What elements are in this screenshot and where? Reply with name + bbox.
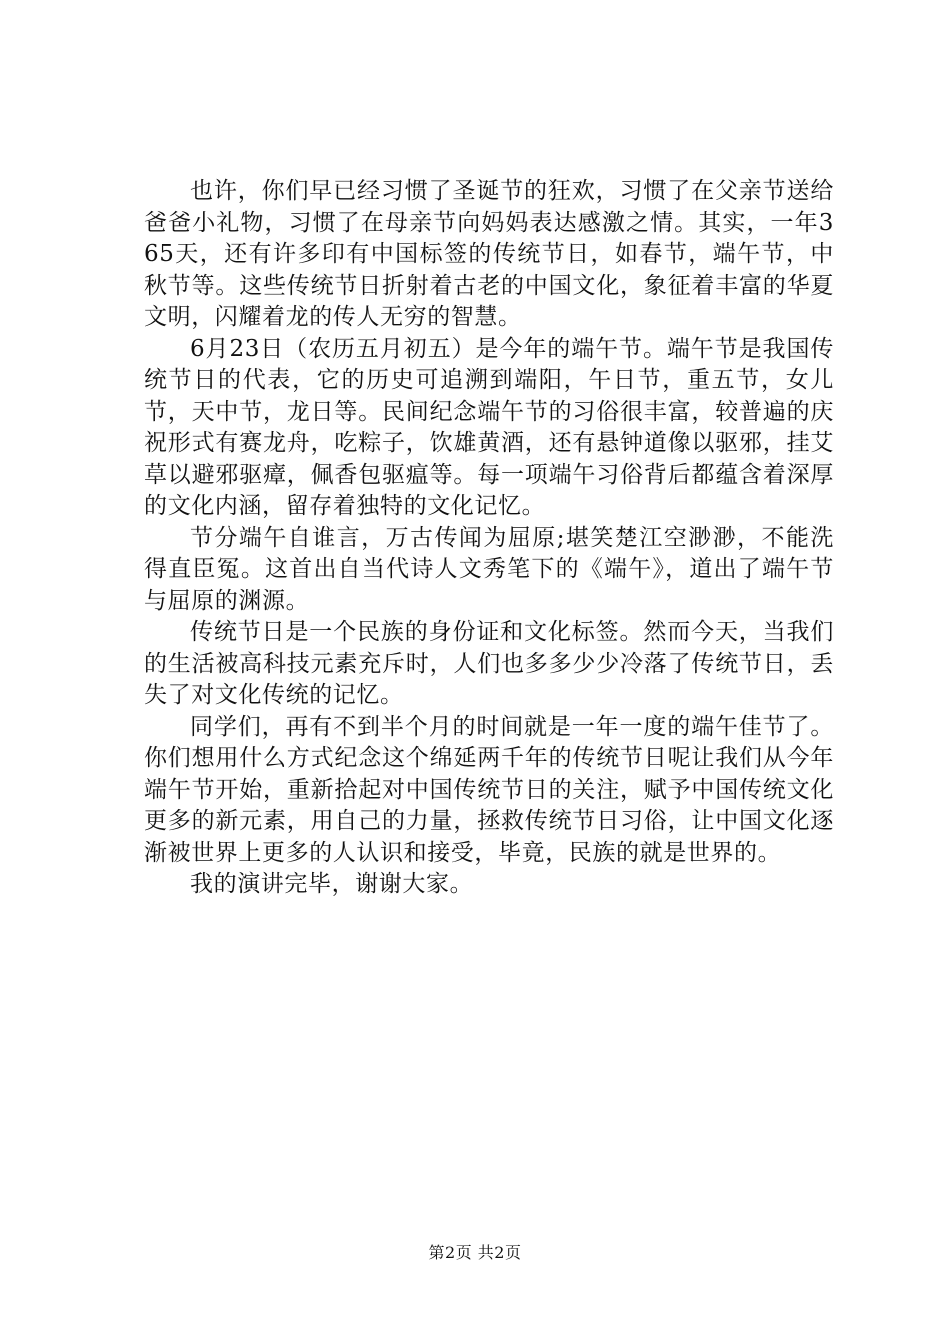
page-number-footer: 第2页 共2页: [428, 1243, 522, 1262]
paragraph-1: 也许，你们早已经习惯了圣诞节的狂欢，习惯了在父亲节送给爸爸小礼物，习惯了在母亲节向妈妈表达感激之情。其实，一年365天，还有许多印有中国标签的传统节日，如春节，端午节，中秋节等。这些传统节日折射着古老的中国文化，象征着丰富的华夏文明，闪耀着龙的传人无穷的智慧。: [144, 178, 834, 330]
paragraph-5: 同学们，再有不到半个月的时间就是一年一度的端午佳节了。你们想用什么方式纪念这个绵延两千年的传统节日呢让我们从今年端午节开始，重新拾起对中国传统节日的关注，赋予中国传统文化更多的新元素，用自己的力量，拯救传统节日习俗，让中国文化逐渐被世界上更多的人认识和接受，毕竟，民族的就是世界的。: [144, 713, 834, 866]
paragraph-3: 节分端午自谁言，万古传闻为屈原;堪笑楚江空渺渺，不能洗得直臣冤。这首出自当代诗人文秀笔下的《端午》，道出了端午节与屈原的渊源。: [144, 524, 834, 614]
paragraph-2: 6月23日（农历五月初五）是今年的端午节。端午节是我国传统节日的代表，它的历史可追溯到端阳，午日节，重五节，女儿节，天中节，龙日等。民间纪念端午节的习俗很丰富，较普遍的庆祝形式有赛龙舟，吃粽子，饮雄黄酒，还有悬钟道像以驱邪，挂艾草以避邪驱瘴，佩香包驱瘟等。每一项端午习俗背后都蕴含着深厚的文化内涵，留存着独特的文化记忆。: [144, 335, 834, 519]
speech-body: [144, 176, 834, 901]
paragraph-6: 我的演讲完毕，谢谢大家。: [190, 871, 474, 897]
paragraph-4: 传统节日是一个民族的身份证和文化标签。然而今天，当我们的生活被高科技元素充斥时，人们也多多少少冷落了传统节日，丢失了对文化传统的记忆。: [144, 619, 834, 708]
